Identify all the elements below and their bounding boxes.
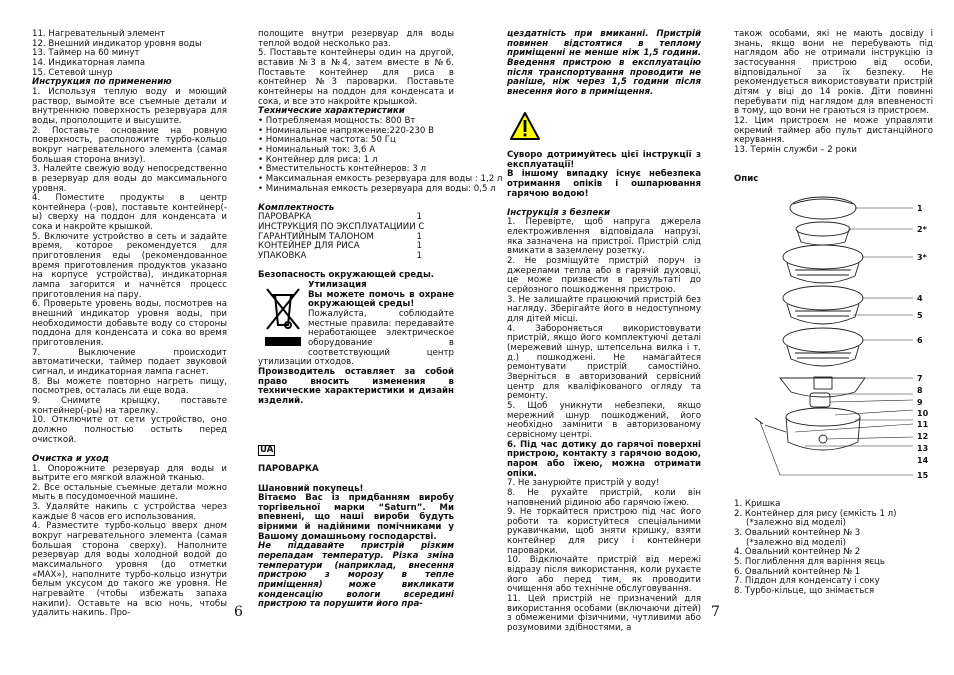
diagram-callout-label: 1 xyxy=(917,204,923,213)
parts-list-item: (*залежно від моделі) xyxy=(746,518,846,529)
parts-list-item: 8. Турбо-кільце, що знімається xyxy=(734,585,875,596)
diagram-callout-label: 3* xyxy=(917,253,927,262)
paragraph: • Контейнер для риса: 1 л xyxy=(258,154,378,165)
turbo-ring-drawing xyxy=(810,393,830,407)
paragraph: 13. Термін служби – 2 роки xyxy=(734,144,857,155)
paragraph: 14. Индикаторная лампа xyxy=(32,57,146,68)
diagram-callout-label: 9 xyxy=(917,398,923,407)
column-2 xyxy=(258,29,503,610)
paragraph: цездатність при вмиканні. Пристрій повинен відстоятися в теплому приміщенні не менше ніж 1,5 години. Введення пристрою в експлуатацію після транспортування проводити не раніше, ніж через 1,5 години після внесення його в приміщення. xyxy=(507,29,701,97)
container-1-drawing xyxy=(783,328,863,366)
kit-item-label: ПАРОВАРКА xyxy=(258,212,312,223)
page-number-right: 7 xyxy=(711,604,720,620)
diagram-callout-label: 12 xyxy=(917,432,929,441)
paragraph: 9. Не торкайтеся пристрою під час його роботи та користуйтеся спеціальними рукавичками, щоб зняти кришку, взяти контейнер для рису і контейнери пароварки. xyxy=(507,507,701,556)
diagram-callout-label: 13 xyxy=(917,444,929,453)
lid-drawing xyxy=(790,197,856,219)
paragraph: 8. Не рухайте пристрій, коли він наповнений рідиною або гарячою їжею. xyxy=(507,487,701,508)
recycling-section xyxy=(258,281,454,368)
container-3-drawing xyxy=(783,245,863,283)
language-badge: UA xyxy=(260,444,274,455)
paragraph: • Номинальный ток: 3,6 А xyxy=(258,144,376,155)
paragraph: 11. Цей пристрій не призначений для використання особами (включаючи дітей) з обмеженими фізичними, чутливими або розумовими здібностями, а xyxy=(507,594,701,634)
steamer-exploded-diagram xyxy=(735,180,935,490)
paragraph: 4. Разместите турбо-кольцо вверх дном вокруг нагревательного элемента (самая большая сторона сверху). Наполните резервуар для воды холодной водой до максимального уровня (до отметки «MAX»), наполните турбо-кольцо изнутри белым уксусом до такого же уровня. Не нагревайте (чтобы избежать запаха накипи). Оставьте на всю ночь, чтобы удалить накипь. Про- xyxy=(32,521,227,619)
recycling-callout: Вы можете помочь в охране окружающей среды! xyxy=(308,289,454,310)
paragraph: 4. Забороняється використовувати пристрій, якщо його комплектуючі деталі (мережевий шнур, штепсельна вилка і т. д.) пошкоджені. Не намагайтеся ремонтувати пристрій самостійно. Зверніться в авторизований сервісний центр для кваліфікованого огляду та ремонту. xyxy=(507,323,701,402)
column-4 xyxy=(734,30,933,184)
spacer xyxy=(507,98,701,108)
spacer xyxy=(734,156,933,175)
paragraph: 12. Внешний индикатор уровня воды xyxy=(32,38,202,49)
paragraph: • Максимальная емкость резервуара для воды : 1,2 л xyxy=(258,173,503,184)
kit-item-qty: 1 xyxy=(416,251,422,262)
paragraph: 15. Сетевой шнур xyxy=(32,67,113,78)
paragraph: • Минимальная емкость резервуара для воды: 0,5 л xyxy=(258,183,496,194)
paragraph: також особами, які не мають досвіду і знань, якщо вони не перебувають під наглядом або не отримали інструкцію із застосування пристрою від особи, відповідальної за їх безпеку. Не рекомендується використовувати пристрій дітям у віці до 14 років. Діти повинні перебувати під наглядом для впевненості в тому, що вони не граються із пристроєм. xyxy=(734,29,933,117)
paragraph: 3. Не залишайте працюючий пристрій без нагляду. Зберігайте його в недоступному для дітей місці. xyxy=(507,294,701,325)
paragraph: Производитель оставляет за собой право вносить изменения в технические характеристики и дизайн изделий. xyxy=(258,366,454,406)
paragraph: 1. Опорожните резервуар для воды и вытрите его мягкой влажной тканью. xyxy=(32,463,227,484)
paragraph: 3. Налейте свежую воду непосредственно в резервуар для воды до максимального уровня. xyxy=(32,164,227,194)
kit-item-qty: 1 xyxy=(416,241,422,252)
container-2-drawing xyxy=(783,286,863,324)
paragraph: 7. Не занурюйте пристрій у воду! xyxy=(507,478,660,489)
parts-list-item: (*залежно від моделі) xyxy=(746,537,846,548)
kit-item-label: ГАРАНТИЙНЫМ ТАЛОНОМ xyxy=(258,231,374,242)
diagram-callout-label: 11 xyxy=(917,420,929,429)
paragraph: 2. Поставьте основание на ровную поверхность, расположите турбо-кольцо вокруг нагревательного элемента (самая большая сторона внизу). xyxy=(32,125,227,165)
paragraph: 5. Поставьте контейнеры один на другой, вставив №3 в №4, затем вместе в №6. Поставьте контейнер для риса в контейнер №3 пароварки. Поставьте контейнеры на поддон для конденсата и сока, и все это накройте крышкой. xyxy=(258,48,454,107)
diagram-callout-label: 6 xyxy=(917,336,923,345)
diagram-callout-label: 8 xyxy=(917,386,923,395)
kit-item-qty: 1 xyxy=(416,231,422,242)
paragraph: 10. Відключайте пристрій від мережі відразу після використання, коли рухаєте його або перед тим, як проводити очищення або технічне обслуговування. xyxy=(507,555,701,595)
diagram-callout-label: 10 xyxy=(917,409,929,418)
paragraph: Не піддавайте пристрій різким перепадам температур. Різка зміна температури (наприклад, внесення пристрою з морозу в тепле приміщення) може викликати конденсацію вологи всередині пристрою та порушити його пра- xyxy=(258,541,454,610)
paragraph: 7. Выключение происходит автоматически, таймер подает звуковой сигнал, и индикаторная лампа гаснет. xyxy=(32,347,227,377)
paragraph: 1. Используя теплую воду и моющий раствор, вымойте все съемные детали и внутреннюю поверхность резервуара для воды, прополощите и высушите. xyxy=(32,86,227,126)
kit-item-label: УПАКОВКА xyxy=(258,251,307,262)
paragraph: Шановний покупець! xyxy=(258,483,364,494)
paragraph: Вітаємо Вас із придбанням виробу торгівельної марки “Saturn”. Ми впевнені, що наші вироби будуть вірними й надійними помічниками у Вашому домашньому господарстві. xyxy=(258,493,454,542)
parts-list-item: 2. Контейнер для рису (ємкість 1 л) xyxy=(734,508,897,519)
kit-item-qty: 1 xyxy=(416,212,422,223)
paragraph: 6. Проверьте уровень воды, посмотрев на внешний индикатор уровня воды, при необходимости добавьте воду со стороны поддона для конденсата и сока во время приготовления. xyxy=(32,299,227,348)
paragraph: 13. Таймер на 60 минут xyxy=(32,48,140,59)
paragraph: полощите внутри резервуар для воды теплой водой несколько раз. xyxy=(258,29,454,49)
diagram-callout-label: 14 xyxy=(917,456,929,465)
kit-item xyxy=(258,252,454,262)
warning-triangle-icon xyxy=(507,107,701,151)
paragraph: 11. Нагревательный элемент xyxy=(32,29,166,39)
section-heading: Комплектность xyxy=(258,202,335,213)
crossed-bin-icon xyxy=(262,283,304,349)
diagram-callout-label: 2* xyxy=(917,225,927,234)
kit-item-label: ИНСТРУКЦИЯ ПО ЭКСПЛУАТАЦИИИ С xyxy=(258,222,425,233)
language-section xyxy=(258,445,454,456)
paragraph: В іншому випадку існує небезпека отримання опіків і ошпарювання гарячою водою! xyxy=(507,169,701,199)
recycling-title: Утилизация xyxy=(308,281,367,291)
paragraph: 8. Вы можете повторно нагреть пищу, посмотрев, осталась ли еще вода. xyxy=(32,376,227,397)
paragraph: • Номинальная частота: 50 Гц xyxy=(258,135,396,146)
parts-list-item: 4. Овальний контейнер № 2 xyxy=(734,547,861,558)
parts-list-item: 5. Поглиблення для варіння яєць xyxy=(734,556,885,567)
paragraph: 10. Отключите от сети устройство, оно должно полностью остыть перед очисткой. xyxy=(32,415,227,445)
parts-list xyxy=(734,500,933,597)
rice-container-drawing xyxy=(796,222,850,245)
parts-list-item: 7. Піддон для конденсату і соку xyxy=(734,576,880,587)
paragraph: 12. Цим пристроєм не може управляти окремий таймер або пульт дистанційного керування. xyxy=(734,115,933,146)
section-heading: Очистка и уход xyxy=(32,453,109,464)
diagram-callout-label: 5 xyxy=(917,311,923,320)
kit-item-label: КОНТЕЙНЕР ДЛЯ РИСА xyxy=(258,241,360,252)
paragraph: ПАРОВАРКА xyxy=(258,464,319,475)
section-heading: Инструкция по применению xyxy=(32,77,172,88)
parts-list-item: 6. Овальний контейнер № 1 xyxy=(734,566,861,577)
paragraph: • Потребляемая мощность: 800 Вт xyxy=(258,115,416,126)
paragraph: 2. Все остальные съемные детали можно мыть в посудомоечной машине. xyxy=(32,482,227,503)
paragraph: • Вместительность контейнеров: 3 л xyxy=(258,164,426,175)
paragraph: 1. Перевірте, щоб напруга джерела електроживлення відповідала напрузі, яка зазначена на пристрої. Пристрій слід вмикати в заземлену розетку. xyxy=(507,217,701,257)
paragraph: 9. Снимите крыщку, поставьте контейнер(-ры) на тарелку. xyxy=(32,395,227,416)
paragraph: 6. Під час дотику до гарячої поверхні пристрою, контакту з гарячою водою, паром або їжею, можна отримати опіки. xyxy=(507,439,701,479)
parts-list-item: 1. Кришка xyxy=(734,499,781,509)
paragraph: • Номинальное напряжение:220-230 В xyxy=(258,125,435,136)
diagram-callout-label: 15 xyxy=(917,471,929,480)
diagram-callout-label: 7 xyxy=(917,374,923,383)
parts-list-item: 3. Овальний контейнер № 3 xyxy=(734,527,861,538)
page-number-left: 6 xyxy=(234,604,243,620)
recycling-text: Пожалуйста, соблюдайте местные правила: передавайте неработающее электрическое оборудование в соответствующий центр утилизации отходов. xyxy=(258,309,454,368)
column-3 xyxy=(507,30,701,634)
paragraph: 5. Щоб уникнути небезпеки, якщо мережний шнур пошкоджений, його необхідно замінити в авторизованому сервісному центрі. xyxy=(507,400,701,440)
paragraph: Опис xyxy=(734,173,759,184)
section-heading: Технические характеристики xyxy=(258,106,405,117)
paragraph: 5. Включите устройство в сеть и задайте время, которое рекомендуется для приготовления еды (рекомендованное время приготовления продуктов указано на корпусе устройства), индикаторная лампа загорится и начнётся процесс приготовления на пару. xyxy=(32,231,227,300)
paragraph: Суворо дотримуйтесь цієї інструкції з експлуатації! xyxy=(507,149,701,170)
paragraph: Безопасность окружающей среды. xyxy=(258,270,435,281)
spacer xyxy=(258,407,454,445)
paragraph: 3. Удаляйте накипь с устройства через каждые 8 часов его использования. xyxy=(32,502,227,522)
paragraph: 4. Поместите продукты в центр контейнера (-ров), поставьте контейнер(-ы) сверху на поддон для конденсата и сока и накройте крышкой. xyxy=(32,193,227,233)
section-heading: Інструкція з безпеки xyxy=(507,207,611,218)
column-1 xyxy=(32,30,227,619)
diagram-callout-label: 4 xyxy=(917,294,923,303)
paragraph: 2. Не розміщуйте пристрій поруч із джерелами тепла або в гарячій духовці, це може призвести в результаті до серйозного пошкодження пристрою. xyxy=(507,256,701,296)
